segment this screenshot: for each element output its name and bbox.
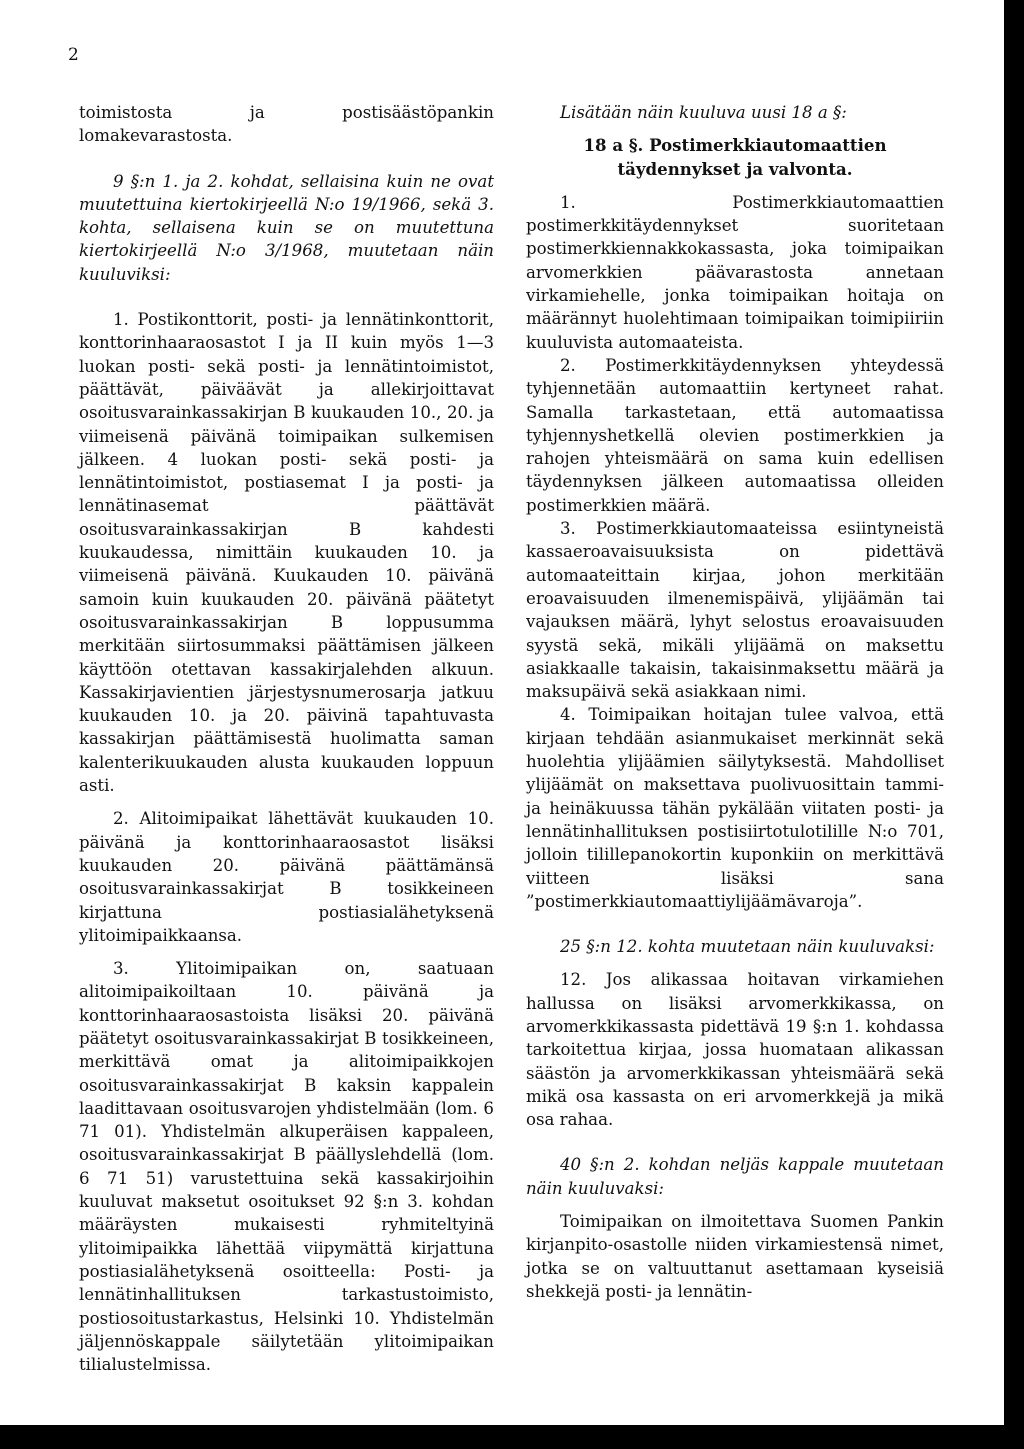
amendment-25-intro: 25 §:n 12. kohta muutetaan näin kuuluvaksi: bbox=[560, 937, 935, 957]
paragraph-25-12: 12. Jos alikassaa hoitavan virkamiehen hallussa on lisäksi arvomerkkikassa, on arvomerkkikassasta pidettävä 19 §:n 1. kohdassa tarkoitettua kirjaa, jossa huomataan alikassan säästön ja arvomerkkikassan yhteismäärä sekä mikä osa kassasta on eri arvomerkkejä ja mikä osa rahaa. bbox=[526, 970, 944, 1130]
paragraph-18a-4: 4. Toimipaikan hoitajan tulee valvoa, että kirjaan tehdään asianmukaiset merkinnät sekä huolehtia ylijäämien säilytyksestä. Mahdolliset ylijäämät on maksettava puolivuosittain tammi- ja heinäkuussa tähän pykälään viitaten posti- ja lennätinhallituksen postisiirtotulotilille N:o 701, jolloin tilillepanokortin kuponkiin on merkittävä viitteen lisäksi sana ”postimerkkiautomaattiylijäämävaroja”. bbox=[526, 705, 944, 911]
paragraph-18a-3: 3. Postimerkkiautomaateissa esiintyneistä kassaeroavaisuuksista on pidettävä automaateittain kirjaa, johon merkitään eroavaisuuden ilmenemispäivä, ylijäämän tai vajauksen määrä, lyhyt selostus eroavaisuuden syystä sekä, mikäli ylijäämä on maksettu asiakkaalle takaisin, takaisinmaksettu määrä ja maksupäivä sekä asiakkaan nimi. bbox=[526, 519, 944, 702]
amendment-18a-intro: Lisätään näin kuuluva uusi 18 a §: bbox=[560, 103, 847, 122]
paragraph-9-3: 3. Ylitoimipaikan on, saatuaan alitoimipaikoiltaan 10. päivänä ja konttorinhaaraosastoista lisäksi 20. päivänä päätetyt osoitusvarainkassakirjat B tosikkeineen, merkittävä omat ja alitoimipaikkojen osoitusvarainkassakirjat B kaksin kappalein laadittavaan osoitusvarojen yhdistelmään (lom. 6 71 01). Yhdistelmän alkuperäisen kappaleen, osoitusvarainkassakirjat B päällyslehdellä (lom. 6 71 51) varustettuina sekä kassakirjoihin kuuluvat maksetut osoitukset 92 §:n 3. kohdan määräysten mukaisesti ryhmiteltyinä ylitoimipaikka lähettää viipymättä kirjattuna postiasialähetyksenä osoitteella: Posti- ja lennätinhallituksen tarkastustoimisto, postiosoitustarkastus, Helsinki 10. Yhdistelmän jäljennöskappale säilytetään ylitoimipaikan tilialustelmissa. bbox=[79, 959, 494, 1375]
amendment-9-intro: 9 §:n 1. ja 2. kohdat, sellaisina kuin ne ovat muutettuina kiertokirjeellä N:o 19/1966, sekä 3. kohta, sellaisena kuin se on muutettuna kiertokirjeellä N:o 3/1968, muutetaan näin kuuluviksi: bbox=[79, 171, 494, 284]
paragraph-18a-1: 1. Postimerkkiautomaattien postimerkkitäydennykset suoritetaan postimerkkiennakkokassasta, joka toimipaikan arvomerkkien päävarastosta annetaan virkamiehelle, jonka toimipaikan hoitaja on määrännyt huolehtimaan toimipaikan toimipiiriin kuuluvista automaateista. bbox=[526, 192, 944, 352]
paragraph-40-2: Toimipaikan on ilmoitettava Suomen Pankin kirjanpito-osastolle niiden virkamiestensä nimet, jotka se on valtuuttanut asettamaan kyseisiä shekkejä posti- ja lennätin- bbox=[526, 1212, 944, 1301]
page-number: 2 bbox=[68, 45, 79, 65]
left-column bbox=[79, 101, 494, 1376]
section-18a-heading: 18 a §. Postimerkkiautomaattien täydennykset ja valvonta. bbox=[583, 135, 887, 179]
paragraph-18a-2: 2. Postimerkkitäydennyksen yhteydessä tyhjennetään automaattiin kertyneet rahat. Samalla tarkastetaan, että automaatissa tyhjennyshetkellä olevien postimerkkien ja rahojen yhteismäärä on sama kuin edellisen täydennyksen jälkeen automaatissa olleiden postimerkkien määrä. bbox=[526, 355, 944, 515]
amendment-40-intro: 40 §:n 2. kohdan neljäs kappale muutetaan näin kuuluvaksi: bbox=[526, 1155, 944, 1198]
paragraph-9-1: 1. Postikonttorit, posti- ja lennätinkonttorit, konttorinhaaraosastot I ja II kuin myös 1—3 luokan posti- sekä posti- ja lennätintoimistot, päättävät, päiväävät ja allekirjoittavat osoitusvarainkassakirjan B kuukauden 10., 20. ja viimeisenä päivänä toimipaikan sulkemisen jälkeen. 4 luokan posti- sekä posti- ja lennätintoimistot, postiasemat I ja posti- ja lennätinasemat päättävät osoitusvarainkassakirjan B kahdesti kuukaudessa, nimittäin kuukauden 10. ja viimeisenä päivänä. Kuukauden 10. päivänä samoin kuin kuukauden 20. päivänä päätetyt osoitusvarainkassakirjan B loppusumma merkitään siirtosummaksi päättämisen jälkeen käyttöön otettavan kassakirjalehden alkuun. Kassakirjavientien järjestysnumerosarja jatkuu kuukauden 10. ja 20. päivinä tapahtuvasta kassakirjan päättämisestä huolimatta saman kalenterikuukauden alusta kuukauden loppuun asti. bbox=[79, 310, 494, 796]
paragraph-9-2: 2. Alitoimipaikat lähettävät kuukauden 10. päivänä ja konttorinhaaraosastot lisäksi kuukauden 20. päivänä päättämänsä osoitusvarainkassakirjat B tosikkeineen kirjattuna postiasialähetyksenä ylitoimipaikkaansa. bbox=[79, 809, 494, 945]
paragraph-continuation: toimistosta ja postisäästöpankin lomakevarastosta. bbox=[79, 103, 494, 146]
right-column bbox=[526, 101, 944, 1303]
